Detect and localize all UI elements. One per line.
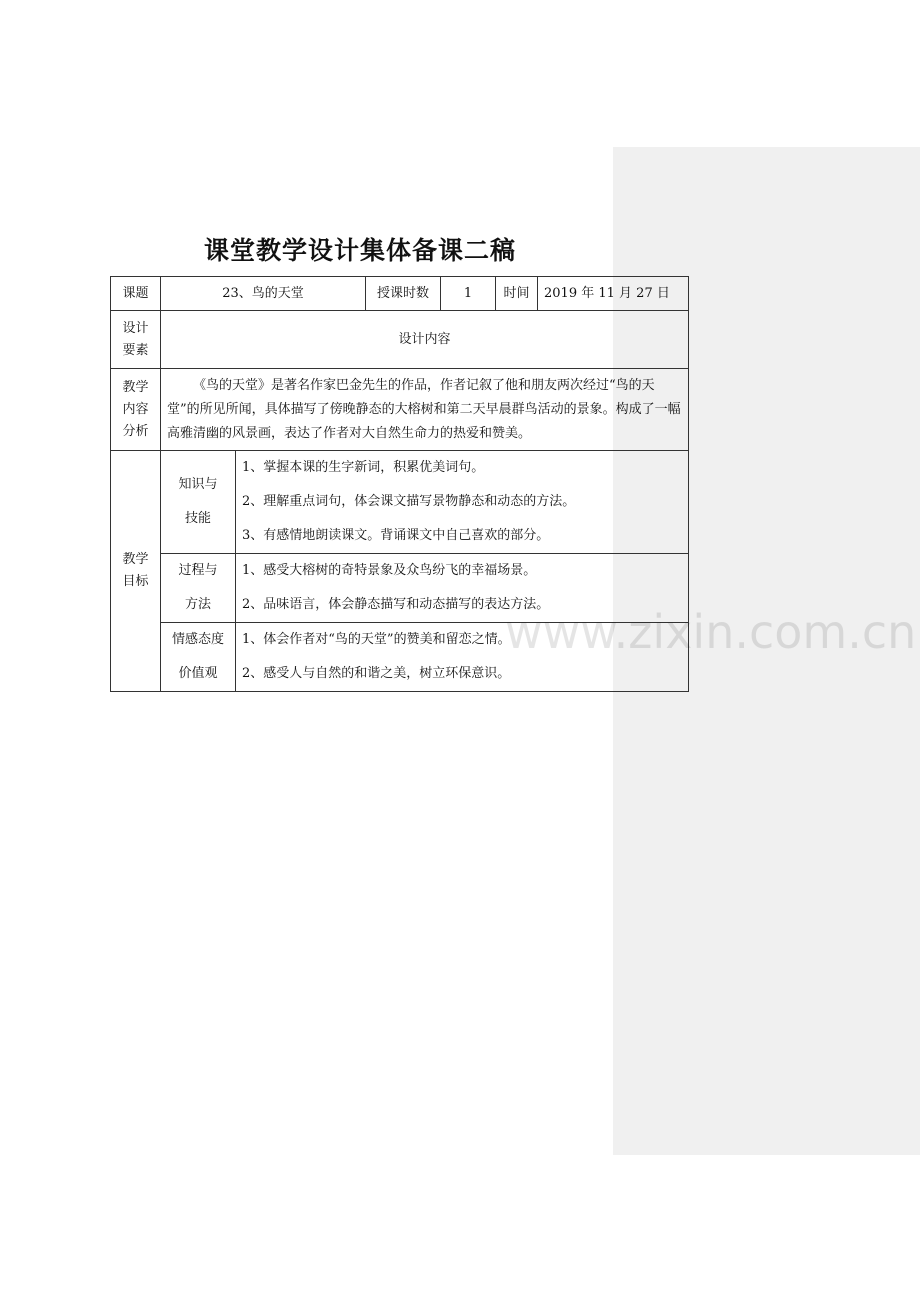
objective-row-knowledge bbox=[111, 451, 689, 554]
design-row bbox=[111, 311, 689, 369]
hours-label: 授课时数 bbox=[366, 277, 441, 311]
objective-group-label bbox=[161, 623, 236, 692]
analysis-row bbox=[111, 369, 689, 451]
objective-item: 3、有感情地朗读课文。背诵课文中自己喜欢的部分。 bbox=[242, 528, 550, 543]
time-value: 2019 年 11 月 27 日 bbox=[538, 277, 689, 311]
design-label-text: 设计要素 bbox=[122, 320, 149, 358]
header-row bbox=[111, 277, 689, 311]
analysis-label bbox=[111, 369, 161, 451]
design-content: 设计内容 bbox=[161, 311, 689, 369]
topic-label: 课题 bbox=[111, 277, 161, 311]
objective-item: 1、感受大榕树的奇特景象及众鸟纷飞的幸福场景。 bbox=[242, 563, 537, 578]
analysis-label-text: 教学内容分析 bbox=[122, 379, 149, 439]
objective-group-label bbox=[161, 451, 236, 554]
objective-item: 1、体会作者对“鸟的天堂”的赞美和留恋之情。 bbox=[242, 632, 511, 647]
page-title: 课堂教学设计集体备课二稿 bbox=[203, 236, 516, 265]
analysis-text: 《鸟的天堂》是著名作家巴金先生的作品，作者记叙了他和朋友两次经过“鸟的天堂”的所见所闻，具体描写了傍晚静态的大榕树和第二天早晨群鸟活动的景象。构成了一幅高雅清幽的风景画，表达了作者对大自然生命力的热爱和赞美。 bbox=[161, 369, 689, 451]
hours-value: 1 bbox=[441, 277, 496, 311]
objective-group-label bbox=[161, 554, 236, 623]
objective-item: 2、感受人与自然的和谐之美，树立环保意识。 bbox=[242, 666, 511, 681]
objectives-label bbox=[111, 451, 161, 692]
topic-value: 23、鸟的天堂 bbox=[161, 277, 366, 311]
objective-group-label-text: 知识与技能 bbox=[178, 477, 218, 526]
objectives-label-text: 教学目标 bbox=[122, 552, 149, 589]
objective-item: 2、理解重点词句，体会课文描写景物静态和动态的方法。 bbox=[242, 494, 576, 509]
objective-item: 2、品味语言，体会静态描写和动态描写的表达方法。 bbox=[242, 597, 550, 612]
time-label: 时间 bbox=[496, 277, 538, 311]
objective-item: 1、掌握本课的生字新词，积累优美词句。 bbox=[242, 460, 485, 475]
objective-group-label-text: 情感态度价值观 bbox=[171, 632, 224, 681]
watermark: www.zixin.com.cn bbox=[505, 605, 917, 659]
objective-group-label-text: 过程与方法 bbox=[178, 563, 218, 612]
objective-items bbox=[236, 451, 689, 554]
design-label bbox=[111, 311, 161, 369]
